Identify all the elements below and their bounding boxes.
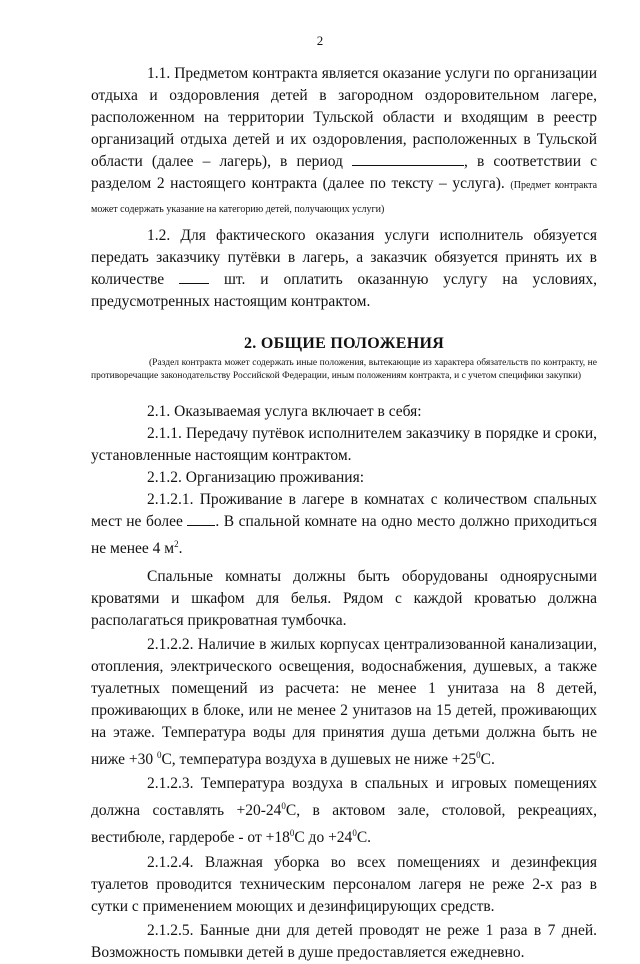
degree-sup-5: 0	[352, 828, 357, 839]
section-2-note: (Раздел контракта может содержать иные положения, вытекающие из характера обязательств по контракту, не противоречащие законодательству Российской Федерации, иным положениям контракта, и с учетом специфики закупки)	[91, 358, 597, 381]
paragraph-1-1-text-a: 1.1. Предметом контракта является оказание услуги по организации отдыха и оздоровления детей в загородном оздоровительном лагере, расположенном на территории Тульской области и входящим в реестр организаций отдыха детей и их оздоровления, расположенных в Тульской области (далее – лагерь), в период	[91, 65, 597, 170]
paragraph-2-1-2-3-text-a: 2.1.2.3. Температура воздуха в спальных и игровых помещениях должна составлять +20-24	[91, 775, 597, 820]
period-blank	[352, 151, 464, 166]
paragraph-2-1-2-5: 2.1.2.5. Банные дни для детей проводят не реже 1 раза в 7 дней. Возможность помывки детей в душе предоставляется ежедневно.	[91, 921, 597, 961]
subject-note: (Предмет контракта может содержать указание на категорию детей, получающих услуги)	[91, 180, 598, 215]
paragraph-rooms: Спальные комнаты должны быть оборудованы одноярусными кроватями и шкафом для белья. Рядом с каждой кроватью должна располагаться прикроватная тумбочка.	[91, 568, 597, 630]
paragraph-2-1-2-1-text-b: . В спальной комнате на одно место должно приходиться не менее 4 м	[91, 513, 598, 558]
paragraph-2-1-2-2-text-c: С.	[480, 751, 495, 769]
degree-sup-1: 0	[156, 750, 162, 761]
paragraph-2-1-2-3	[91, 773, 597, 849]
paragraph-2-1-2-1-text-a: 2.1.2.1. Проживание в лагере в комнатах с количеством спальных мест не более	[91, 491, 597, 530]
paragraph-2-1-2-1-text-c: .	[178, 540, 183, 558]
paragraph-2-1-2-3-text-d: С.	[356, 829, 372, 847]
paragraph-1-2-text-a: 1.2. Для фактического оказания услуги исполнитель обязуется передать заказчику путёвки в лагерь, а заказчик обязуется принять их в количестве	[91, 227, 597, 288]
beds-blank	[187, 511, 215, 526]
quantity-blank	[179, 269, 209, 284]
paragraph-2-1-1: 2.1.1. Передачу путёвок исполнителем заказчику в порядке и сроки, установленные настоящим контрактом.	[91, 425, 597, 464]
paragraph-2-1: 2.1. Оказываемая услуга включает в себя:	[147, 403, 422, 420]
paragraph-1-1	[91, 63, 597, 221]
page-number: 2	[316, 33, 324, 48]
paragraph-2-1-2-2-text-a: 2.1.2.2. Наличие в жилых корпусах централизованной канализации, отопления, электрического освещения, водоснабжения, душевых, а также туалетных помещений из расчета: не менее 1 унитаза на 8 детей, проживающих в блоке, или не менее 2 унитазов на 15 детей, проживающих на этаже. Температура воды для принятия душа детьми должна быть не ниже +30	[91, 636, 597, 769]
paragraph-2-1-2-4: 2.1.2.4. Влажная уборка во всех помещениях и дезинфекция туалетов проводится техническим персоналом лагеря не реже 2-х раз в сутки с применением моющих и дезинфицирующих средств.	[91, 853, 597, 915]
paragraph-2-1-2: 2.1.2. Организацию проживания:	[147, 469, 364, 486]
degree-sup-3: 0	[281, 801, 286, 812]
paragraph-1-2	[91, 225, 597, 313]
degree-sup-2: 0	[476, 750, 481, 761]
degree-sup-4: 0	[289, 828, 295, 839]
section-2-heading: 2. ОБЩИЕ ПОЛОЖЕНИЯ	[243, 335, 445, 352]
paragraph-2-1-2-3-text-c: С до +24	[294, 829, 353, 847]
paragraph-2-1-2-3-text-b: С, в актовом зале, столовой, рекреациях, вестибюле, гардеробе - от +18	[91, 802, 597, 847]
spacer	[91, 383, 597, 401]
paragraph-2-1-2-1	[91, 489, 597, 560]
document-body	[91, 63, 597, 964]
paragraph-1-1-text-b: , в соответствии с разделом 2 настоящего контракта (далее по тексту – услуга).	[91, 153, 597, 192]
paragraph-1-2-text-b: шт. и оплатить оказанную услугу на условиях, предусмотренных настоящим контрактом.	[91, 271, 597, 310]
area-sup: 2	[174, 539, 179, 549]
paragraph-2-1-2-2-text-b: С, температура воздуха в душевых не ниже +25	[161, 751, 477, 769]
paragraph-2-1-2-2	[91, 634, 597, 771]
